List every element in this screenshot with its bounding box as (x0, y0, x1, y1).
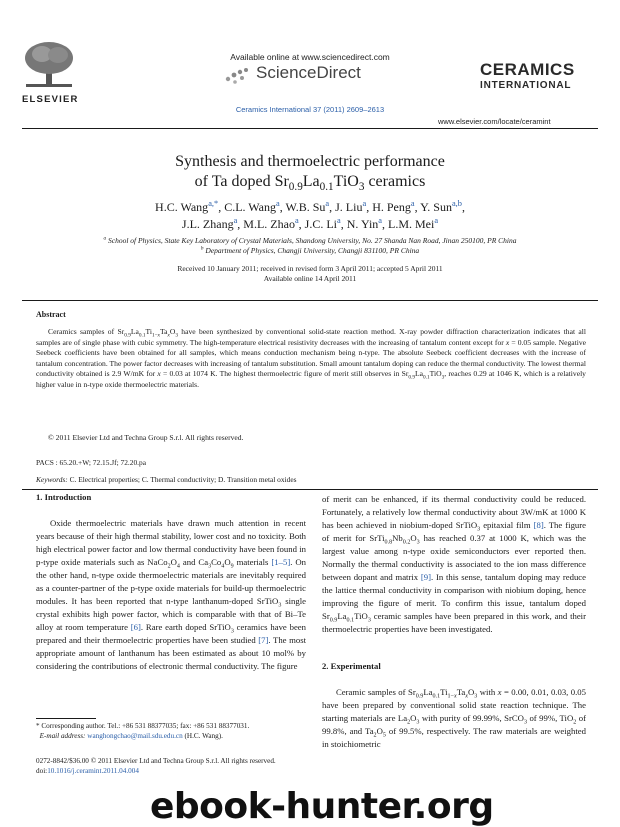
article-dates (0, 264, 620, 284)
journal-reference-link[interactable]: Ceramics International 37 (2011) 2609–2613 (235, 105, 385, 114)
author: H.C. Wang (155, 200, 209, 214)
corresponding-author: * Corresponding author. Tel.: +86 531 88377035; fax: +86 531 88377031. (36, 722, 250, 730)
footnote (36, 721, 306, 741)
affiliation-a: $^a$ School of Physics, State Key Laboratory of Crystal Materials, Shandong University, No. 27 Shanda Nan Road, Jinan 250100, PR China (103, 235, 517, 245)
abstract-bottom-divider (22, 489, 598, 490)
author: L.M. Mei (388, 217, 435, 231)
abstract-top-divider (22, 300, 598, 301)
email-line: E-mail address: wanghongchao@mail.sdu.edu.cn (H.C. Wang). (39, 732, 223, 740)
author: J.C. Li (304, 217, 338, 231)
author: N. Yin (346, 217, 379, 231)
author: J.L. Zhang (181, 217, 234, 231)
author-line-2: J.L. Zhang$^a$, M.L. Zhao$^a$, J.C. Li$^a$, N. Yin$^a$, L.M. Mei$^a$ (181, 216, 439, 231)
abstract-copyright: © 2011 Elsevier Ltd and Techna Group S.r.l. All rights reserved. (48, 433, 244, 442)
watermark-text: ebook-hunter.org (150, 786, 494, 827)
title-line-2: of Ta doped $Sr_{0.9}La_{0.1}TiO_3$ ceramics (194, 173, 426, 194)
article-title (0, 152, 620, 192)
available-date: Available online 14 April 2011 (263, 274, 357, 283)
author-line-1: H.C. Wang$^{a,*}$, C.L. Wang$^a$, W.B. Su$^a$, J. Liu$^a$, H. Peng$^a$, Y. Sun$^{a,b}$, (155, 199, 465, 214)
author: M.L. Zhao (243, 217, 295, 231)
author: Y. Sun (420, 200, 452, 214)
doi-line: doi:10.1016/j.ceramint.2011.04.004 (36, 767, 139, 775)
received-dates: Received 10 January 2011; received in revised form 3 April 2011; accepted 5 April 2011 (177, 264, 443, 273)
abstract-text: Ceramics samples of $Sr_{0.9}La_{0.1}Ti_{1-x}Ta_xO_3$ have been synthesized by conventional solid-state reaction method. X-ray powder diffraction characterization indicates that all samples are of single phase with cubic symmetry. The high-temperature electrical resistivity decreases with the increasing of tantalum content except for x = 0.05 sample. Negative Seebeck coefficients have been obtained for all samples, which means conduction mechanism being n-type. The absolute Seebeck coefficient decreases with the increase of tantalum concentration. The power factor decreases with increasing of tantalum substitution. Small amount tantalum doping can reduce the thermal conductivity. The lowest thermal conductivity obtained is 2.9 W/mK for x = 0.03 at 1074 K. The highest thermoelectric figure of merit still observes in $Sr_{0.9}La_{0.1}TiO_3$, reaches 0.29 at 1046 K, which is a relatively higher value in n-type oxide thermoelectric materials. (36, 327, 587, 389)
author: W.B. Su (285, 200, 326, 214)
available-online-text: Available online at www.sciencedirect.com (230, 52, 390, 62)
affiliation-b: $^b$ Department of Physics, Changji University, Changji 831100, PR China (200, 245, 420, 255)
sciencedirect-dots-icon (222, 66, 252, 86)
section-heading-introduction: 1. Introduction (36, 492, 92, 502)
abstract-heading: Abstract (36, 310, 66, 319)
header-divider (22, 128, 598, 129)
publisher-name: ELSEVIER (22, 94, 79, 105)
author: H. Peng (372, 200, 411, 214)
section-heading-experimental: 2. Experimental (322, 661, 381, 671)
pacs-codes: PACS : 65.20.+W; 72.15.Jf; 72.20.pa (36, 458, 146, 467)
bottom-info (36, 756, 276, 776)
introduction-text-continued: of merit can be enhanced, if its thermal conductivity could be reduced. Fortunately, a relatively low thermal conductivity about 3W/mK at 1000 K has been achieved in niobium-doped SrTiO$_3$ epitaxial film [8]. The figure of merit for $SrTi_{0.8}Nb_{0.2}O_3$ has reached 0.37 at 1000 K, which was the largest value among n-type oxide semiconductors ever reported then. Normally the thermal conductivity is associated to the ion mass difference between dopant and matrix [9]. In this sense, tantalum doping may reduce the lattice thermal conductivity in comparison with niobium doping, hence improving the figure of merit. To confirm this issue, tantalum doped $Sr_{0.9}La_{0.1}TiO_3$ ceramic samples have been prepared in this work, and their thermoelectric properties have been investigated. (322, 494, 587, 634)
issn-line: 0272-8842/$36.00 © 2011 Elsevier Ltd and Techna Group S.r.l. All rights reserved. (36, 757, 276, 765)
journal-title-international: INTERNATIONAL (480, 80, 572, 91)
experimental-text: Ceramic samples of $Sr_{0.9}La_{0.1}Ti_{1-x}Ta_xO_3$ with x = 0.00, 0.01, 0.03, 0.05 have been prepared by conventional solid state reaction technique. The starting materials are $La_2O_3$ with purity of 99.99%, SrCO$_3$ of 99%, TiO$_2$ of 99.8%, and $Ta_2O_5$ of 99.5%, respectively. The raw materials are weighted in stoichiometric (322, 687, 586, 749)
journal-url-link[interactable]: www.elsevier.com/locate/ceramint (438, 117, 551, 126)
keywords: Keywords: C. Electrical properties; C. Thermal conductivity; D. Transition metal oxides (36, 475, 297, 484)
journal-title-ceramics: CERAMICS (480, 60, 575, 79)
author: C.L. Wang (224, 200, 276, 214)
doi-link[interactable]: 10.1016/j.ceramint.2011.04.004 (47, 767, 139, 775)
title-line-1: Synthesis and thermoelectric performance (175, 153, 445, 170)
author: J. Liu (335, 200, 363, 214)
sciencedirect-logo: ScienceDirect (256, 63, 361, 82)
author-list (0, 199, 620, 233)
footnote-divider (36, 718, 96, 719)
introduction-text: Oxide thermoelectric materials have drawn much attention in recent years because of their high thermal stability, lower cost and no toxicity. Both high electrical power factor and low thermal conductivity have been found in p-type oxide materials such as $NaCo_2O_4$ and $Ca_3Co_4O_9$ materials [1–5]. On the other hand, n-type oxide thermoelectric materials are inevitably required as a counter-partner of the p-type oxide materials for build-up thermoelectric modules. It has been reported that n-type lanthanum-doped SrTiO$_3$ single crystal exhibits high power factor, which is comparable with that of Bi–Te alloy at room temperature [6]. Rare earth doped SrTiO$_3$ ceramics have been prepared and their thermoelectric properties have been studied [7]. The most appropriate amount of lanthanum has been estimated as about 10 mol% by considering the contributions of electronic thermal conductivity. The figure (36, 518, 307, 671)
elsevier-tree-logo (22, 40, 76, 90)
affiliations (0, 236, 620, 256)
email-link[interactable]: wanghongchao@mail.sdu.edu.cn (87, 732, 183, 740)
